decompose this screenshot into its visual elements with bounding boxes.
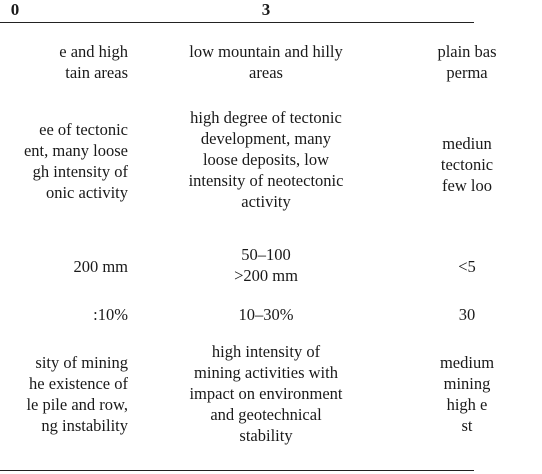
row-1-left-line-1: e and high (59, 42, 128, 61)
row-1-right-cell (392, 41, 542, 83)
row-4-right-cell (392, 304, 542, 325)
row-5-middle-line-3: impact on environment (189, 384, 343, 403)
row-2-middle-cell (158, 107, 374, 212)
row-2-left-line-2: ent, many loose (23, 141, 128, 160)
bottom-rule (0, 470, 474, 471)
row-1-right-line-2: perma (446, 63, 488, 82)
row-5-right-cell (392, 352, 542, 436)
row-5-left-cell (26, 352, 128, 436)
row-3-middle-line-2: >200 mm (234, 266, 298, 285)
row-5-left-line-4: ng instability (41, 416, 128, 435)
row-3-middle-line-1: 50–100 (241, 245, 291, 264)
row-2-middle-line-3: loose deposits, low (202, 150, 330, 169)
row-1-middle-line-2: areas (249, 63, 283, 82)
row-5-left-line-1: sity of mining (35, 353, 128, 372)
row-4-left-cell (93, 304, 128, 325)
row-2-middle-line-5: activity (241, 192, 291, 211)
row-2-right-line-4: few loo (442, 176, 492, 195)
row-3-middle-cell (158, 244, 374, 286)
row-4-middle-cell (158, 304, 374, 325)
row-2-middle-line-1: high degree of tectonic (190, 108, 342, 127)
row-2-left-cell (24, 119, 128, 203)
row-2-left-line-4: onic activity (45, 183, 128, 202)
row-5-right-line-3: high e (446, 395, 488, 414)
row-2-right-line-2: mediun (442, 134, 492, 153)
row-4-right-line-1: 30 (458, 305, 476, 324)
row-5-left-line-3: le pile and row, (26, 395, 128, 414)
row-2-left-line-1: ee of tectonic (39, 120, 128, 139)
row-2-right-cell (392, 112, 542, 196)
row-5-middle-cell (158, 341, 374, 446)
row-5-right-line-1: medium (439, 353, 495, 372)
row-5-middle-line-2: mining activities with (194, 363, 338, 382)
row-3-left-cell (73, 256, 128, 277)
row-5-left-line-2: he existence of (29, 374, 128, 393)
row-3-right-line-1: <5 (458, 257, 476, 276)
row-5-middle-line-4: and geotechnical (210, 405, 322, 424)
row-5-right-line-2: mining (443, 374, 491, 393)
row-1-right-line-1: plain bas (437, 42, 497, 61)
row-2-right-line-1 (392, 112, 542, 133)
row-1-left-cell (59, 41, 128, 83)
column-header-3: 3 (261, 0, 271, 19)
header-rule (0, 22, 474, 23)
row-2-middle-line-4: intensity of neotectonic (188, 171, 344, 190)
row-5-middle-line-1: high intensity of (211, 342, 321, 361)
row-2-middle-line-2: development, many (200, 129, 332, 148)
row-1-middle-line-1: low mountain and hilly (189, 42, 343, 61)
row-4-middle-line-1: 10–30% (238, 305, 294, 324)
row-2-right-line-3: tectonic (440, 155, 494, 174)
row-2-left-line-3: gh intensity of (32, 162, 128, 181)
column-header-0: 0 (10, 0, 20, 19)
row-5-middle-line-5: stability (239, 426, 293, 445)
row-1-middle-cell (158, 41, 374, 83)
row-3-right-cell (392, 256, 542, 277)
row-1-left-line-2: tain areas (65, 63, 128, 82)
row-4-left-line-1: :10% (93, 305, 128, 324)
row-3-left-line-1: 200 mm (73, 257, 128, 276)
row-5-right-line-4: st (461, 416, 473, 435)
